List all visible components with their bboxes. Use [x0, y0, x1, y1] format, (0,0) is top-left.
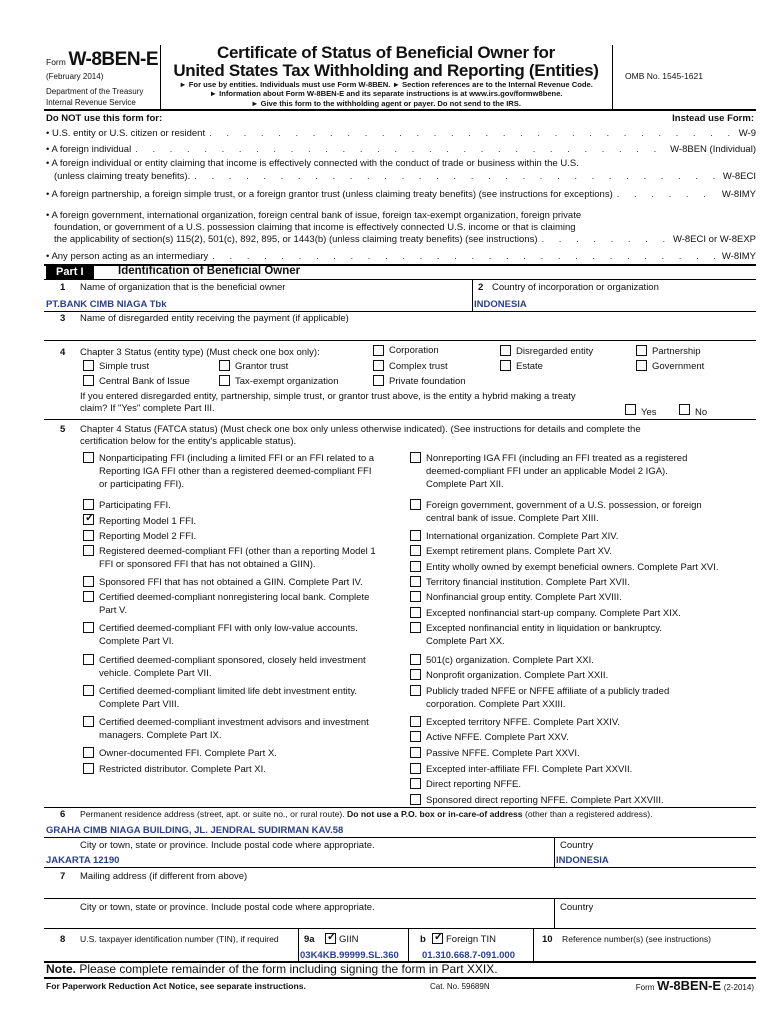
line-6-label-c: (other than a registered address). — [524, 809, 653, 819]
city-value[interactable]: JAKARTA 12190 — [46, 855, 120, 866]
private-foundation-label: Private foundation — [389, 376, 466, 387]
line-5-label-1: Chapter 4 Status (FATCA status) (Must check one box only unless otherwise indicated). (See instructions for details and complete the — [80, 424, 641, 435]
sponsored-direct-reporting-nffe-checkbox[interactable] — [410, 794, 421, 805]
address-rule — [44, 837, 756, 838]
donot-text-3a: • A foreign individual or entity claiming that income is effectively connected with the conduct of trade or business within the U.S. — [46, 158, 579, 169]
form-code: W-8BEN-E — [68, 49, 159, 70]
donot-row-2 — [46, 144, 756, 156]
ch4-right-text: 501(c) organization. Complete Part XXI. — [426, 655, 594, 666]
donot-text-4: • A foreign partnership, a foreign simple trust, or a foreign grantor trust (unless claiming treaty benefits) (see instructions for exceptions) — [46, 189, 613, 200]
mailing-rule — [44, 898, 756, 899]
form-date: (February 2014) — [46, 72, 104, 81]
ch4-right-text: Nonreporting IGA FFI (including an FFI treated as a registered — [426, 453, 688, 464]
tax-exempt-org-checkbox[interactable] — [219, 375, 230, 386]
header-rule — [44, 109, 756, 111]
donot-form-3: W-8ECI — [722, 171, 756, 182]
nonreporting-iga-ffi-checkbox[interactable] — [410, 452, 421, 463]
ch4-left-text: Restricted distributor. Complete Part XI. — [99, 764, 266, 775]
leader-dots — [135, 144, 666, 156]
mailing-divider — [554, 898, 555, 928]
line-5-label-2: certification below for the entity's applicable status). — [80, 436, 297, 447]
leader-dots — [542, 234, 669, 246]
territory-fi-checkbox[interactable] — [410, 576, 421, 587]
hybrid-no-label: No — [695, 407, 708, 418]
nonfinancial-group-checkbox[interactable] — [410, 591, 421, 602]
ch4-right-text: Foreign government, government of a U.S. possession, or foreign — [426, 500, 702, 511]
disregarded-entity-label: Disregarded entity — [516, 346, 594, 357]
line-2-number: 2 — [478, 282, 484, 293]
ch4-right-text: Complete Part XX. — [426, 636, 505, 647]
donot-text-3b: (unless claiming treaty benefits). — [54, 171, 191, 182]
line-4-number: 4 — [60, 347, 66, 358]
liquidation-bankruptcy-checkbox[interactable] — [410, 622, 421, 633]
note-text — [46, 962, 498, 977]
country-value[interactable]: INDONESIA — [556, 855, 609, 866]
ch4-right-text: Entity wholly owned by exempt beneficial owners. Complete Part XVI. — [426, 562, 719, 573]
simple-trust-checkbox[interactable] — [83, 360, 94, 371]
territory-nffe-checkbox[interactable] — [410, 716, 421, 727]
line-1-label: Name of organization that is the beneficial owner — [80, 282, 286, 293]
grantor-trust-label: Grantor trust — [235, 361, 289, 372]
nonparticipating-ffi-checkbox[interactable] — [83, 452, 94, 463]
omb-number: OMB No. 1545-1621 — [625, 71, 703, 81]
leader-dots — [209, 128, 735, 140]
ch4-left-text: Reporting IGA FFI other than a registered deemed-compliant FFI — [99, 466, 372, 477]
mailing-city-label: City or town, state or province. Include postal code where appropriate. — [80, 902, 375, 913]
dept-label: Department of the Treasury — [46, 87, 144, 96]
ch4-right-text: Nonfinancial group entity. Complete Part XVIII. — [426, 592, 622, 603]
part1-tag: Part I — [46, 265, 94, 280]
line-8-label: U.S. taxpayer identification number (TIN), if required — [80, 934, 279, 944]
footer-form-code: W-8BEN-E — [657, 978, 722, 993]
ch4-left-text: Sponsored FFI that has not obtained a GIIN. Complete Part IV. — [99, 577, 363, 588]
donot-text-6: • Any person acting as an intermediary — [46, 251, 209, 262]
ch4-left-text: Certified deemed-compliant nonregistering local bank. Complete — [99, 592, 370, 603]
line-4-label: Chapter 3 Status (entity type) (Must check one box only): — [80, 347, 320, 358]
ch4-right-text: deemed-compliant FFI under an applicable Model 2 IGA). — [426, 466, 668, 477]
owner-documented-ffi-checkbox[interactable] — [83, 747, 94, 758]
ch4-right-text: Active NFFE. Complete Part XXV. — [426, 732, 569, 743]
instruction-2: ► Information about Form W-8BEN-E and its separate instructions is at www.irs.gov/formw8bene. — [209, 89, 563, 99]
estate-checkbox[interactable] — [500, 360, 511, 371]
giin-label: GIIN — [339, 934, 359, 945]
ch4-right-text: International organization. Complete Part XIV. — [426, 531, 619, 542]
city-country-divider — [554, 837, 555, 867]
header-instructions — [160, 80, 612, 108]
nonprofit-organization-checkbox[interactable] — [410, 669, 421, 680]
form-prefix: Form — [46, 57, 66, 67]
participating-ffi-checkbox[interactable] — [83, 499, 94, 510]
country-label: Country — [560, 840, 594, 851]
grantor-trust-checkbox[interactable] — [219, 360, 230, 371]
donot-form-5: W-8ECI or W-8EXP — [672, 234, 756, 245]
note-label: Note. — [46, 962, 76, 976]
ch4-left-text: Part V. — [99, 605, 128, 616]
line-1-2-divider — [472, 280, 473, 312]
donot-text-5b: foundation, or government of a U.S. possession claiming that income is effectively connected U.S. income or that is claiming — [54, 222, 576, 233]
ch4-right-text: Sponsored direct reporting NFFE. Complete Part XXVIII. — [426, 795, 664, 806]
investment-advisors-checkbox[interactable] — [83, 716, 94, 727]
ch4-right-text: Direct reporting NFFE. — [426, 779, 522, 790]
line-5-number: 5 — [60, 424, 66, 435]
catalog-number: Cat. No. 59689N — [430, 982, 490, 991]
donot-text-5a: • A foreign government, international organization, foreign central bank of issue, foreign tax-exempt organization, foreign private — [46, 210, 582, 221]
closely-held-vehicle-checkbox[interactable] — [83, 654, 94, 665]
header-divider-right — [612, 45, 613, 109]
ch4-left-text: or participating FFI). — [99, 479, 184, 490]
donot-row-4 — [46, 189, 756, 201]
line-8-9-divider — [298, 929, 299, 961]
ch4-right-text: corporation. Complete Part XXIII. — [426, 699, 566, 710]
local-bank-checkbox[interactable] — [83, 591, 94, 602]
ch4-right-text: Excepted territory NFFE. Complete Part XXIV. — [426, 717, 620, 728]
note-body: Please complete remainder of the form including signing the form in Part XXIX. — [79, 962, 498, 976]
line-3-rule — [44, 340, 756, 341]
line-2-rule — [44, 311, 756, 312]
ch4-right-text: Excepted nonfinancial start-up company. Complete Part XIX. — [426, 608, 681, 619]
donot-form-6: W-8IMY — [721, 251, 756, 262]
leader-dots — [194, 171, 719, 183]
line-6-rule — [44, 867, 756, 868]
disregarded-entity-checkbox[interactable] — [500, 345, 511, 356]
donot-text-1: • U.S. entity or U.S. citizen or resident — [46, 128, 206, 139]
complex-trust-checkbox[interactable] — [373, 360, 384, 371]
line-9a-9b-divider — [408, 929, 409, 961]
line-7-rule — [44, 928, 756, 929]
corporation-checkbox[interactable] — [373, 345, 384, 356]
line-6-number: 6 — [60, 809, 66, 820]
sponsored-ffi-checkbox[interactable] — [83, 576, 94, 587]
city-label: City or town, state or province. Include postal code where appropriate. — [80, 840, 375, 851]
ch4-right-text: Passive NFFE. Complete Part XXVI. — [426, 748, 580, 759]
ch4-left-text: vehicle. Complete Part VII. — [99, 668, 212, 679]
line-7-label: Mailing address (if different from above) — [80, 871, 248, 882]
donot-form-1: W-9 — [738, 128, 756, 139]
line-9b-number: b — [420, 934, 426, 945]
ch4-left-text: Complete Part VI. — [99, 636, 174, 647]
instead-use-heading: Instead use Form: — [672, 113, 754, 124]
donot-row-1 — [46, 128, 756, 140]
restricted-distributor-checkbox[interactable] — [83, 763, 94, 774]
ch4-left-text: Participating FFI. — [99, 500, 171, 511]
direct-reporting-nffe-checkbox[interactable] — [410, 778, 421, 789]
line-9-10-divider — [533, 929, 534, 961]
ch4-left-text: Certified deemed-compliant limited life debt investment entity. — [99, 686, 358, 697]
simple-trust-label: Simple trust — [99, 361, 150, 372]
ch4-left-text: Certified deemed-compliant FFI with only low-value accounts. — [99, 623, 358, 634]
ch4-left-text: managers. Complete Part IX. — [99, 730, 222, 741]
donot-row-3 — [54, 171, 756, 183]
donot-text-2: • A foreign individual — [46, 144, 132, 155]
private-foundation-checkbox[interactable] — [373, 375, 384, 386]
hybrid-yes-checkbox[interactable] — [625, 404, 636, 415]
line-8-number: 8 — [60, 934, 66, 945]
foreign-tin-checkbox[interactable] — [432, 933, 443, 944]
partnership-label: Partnership — [652, 346, 701, 357]
government-label: Government — [652, 361, 705, 372]
giin-checkbox[interactable] — [325, 933, 336, 944]
ch4-left-text: Complete Part VIII. — [99, 699, 180, 710]
ch4-left-text: Registered deemed-compliant FFI (other than a reporting Model 1 — [99, 546, 376, 557]
ch4-left-text: Certified deemed-compliant sponsored, closely held investment — [99, 655, 366, 666]
central-bank-checkbox[interactable] — [83, 375, 94, 386]
line-6-label-b: Do not use a P.O. box or in-care-of address — [347, 809, 523, 819]
leader-dots — [212, 251, 718, 263]
ch4-right-text: central bank of issue. Complete Part XIII. — [426, 513, 599, 524]
tax-exempt-org-label: Tax-exempt organization — [235, 376, 339, 387]
line-4-rule — [44, 419, 756, 420]
line-3-label: Name of disregarded entity receiving the payment (if applicable) — [80, 313, 349, 324]
line-6-label — [80, 809, 653, 819]
ch4-left-text: Reporting Model 2 FFI. — [99, 531, 197, 542]
irs-label: Internal Revenue Service — [46, 98, 136, 107]
exempt-retirement-plans-checkbox[interactable] — [410, 545, 421, 556]
form-title — [160, 44, 612, 80]
line-10-label: Reference number(s) (see instructions) — [562, 934, 712, 944]
line-6-label-a: Permanent residence address (street, apt. or suite no., or rural route). — [80, 809, 345, 819]
line-1-number: 1 — [60, 282, 66, 293]
donot-row-5 — [54, 234, 756, 246]
form-number — [46, 48, 158, 71]
instruction-3: ► Give this form to the withholding agent or payer. Do not send to the IRS. — [251, 98, 521, 108]
do-not-use-heading: Do NOT use this form for: — [46, 113, 163, 124]
footer-form-date: (2-2014) — [723, 983, 754, 992]
line-7-number: 7 — [60, 871, 66, 882]
government-checkbox[interactable] — [636, 360, 647, 371]
hybrid-question-line-1: If you entered disregarded entity, partnership, simple trust, or grantor trust above, is the entity a hybrid making a treaty — [80, 391, 576, 402]
ch4-right-text: Territory financial institution. Complete Part XVII. — [426, 577, 630, 588]
passive-nffe-checkbox[interactable] — [410, 747, 421, 758]
inter-affiliate-ffi-checkbox[interactable] — [410, 763, 421, 774]
startup-company-checkbox[interactable] — [410, 607, 421, 618]
international-organization-checkbox[interactable] — [410, 530, 421, 541]
exempt-owned-entity-checkbox[interactable] — [410, 561, 421, 572]
hybrid-no-checkbox[interactable] — [679, 404, 690, 415]
footer-form-prefix: Form — [635, 983, 655, 992]
part1-title: Identification of Beneficial Owner — [118, 265, 301, 277]
ch4-right-text: Excepted nonfinancial entity in liquidation or bankruptcy. — [426, 623, 662, 634]
foreign-tin-label: Foreign TIN — [446, 934, 496, 945]
line-9a-number: 9a — [304, 934, 315, 945]
ch4-right-text: Nonprofit organization. Complete Part XXII. — [426, 670, 609, 681]
mailing-country-label: Country — [560, 902, 594, 913]
leader-dots — [617, 189, 718, 201]
registered-deemed-compliant-ffi-checkbox[interactable] — [83, 545, 94, 556]
donot-row-6 — [46, 251, 756, 263]
giin-value[interactable]: 03K4KB.99999.SL.360 — [300, 950, 399, 961]
line-10-number: 10 — [542, 934, 553, 945]
donot-form-4: W-8IMY — [721, 189, 756, 200]
title-line-2: United States Tax Withholding and Reporting (Entities) — [173, 60, 599, 80]
ch4-right-text: Exempt retirement plans. Complete Part XV. — [426, 546, 613, 557]
active-nffe-checkbox[interactable] — [410, 731, 421, 742]
ch4-right-text: Complete Part XII. — [426, 479, 504, 490]
instruction-1: ► For use by entities. Individuals must use Form W-8BEN. ► Section references are to the Internal Revenue Code. — [179, 80, 593, 89]
ch4-left-text: Nonparticipating FFI (including a limited FFI or an FFI related to a — [99, 453, 375, 464]
line-2-label: Country of incorporation or organization — [492, 282, 659, 293]
paperwork-notice: For Paperwork Reduction Act Notice, see separate instructions. — [46, 981, 306, 991]
hybrid-yes-label: Yes — [641, 407, 657, 418]
foreign-government-checkbox[interactable] — [410, 499, 421, 510]
line-3-number: 3 — [60, 313, 66, 324]
partnership-checkbox[interactable] — [636, 345, 647, 356]
low-value-accounts-checkbox[interactable] — [83, 622, 94, 633]
reporting-model-2-ffi-checkbox[interactable] — [83, 530, 94, 541]
501c-organization-checkbox[interactable] — [410, 654, 421, 665]
line-5-rule — [44, 807, 756, 808]
ch4-right-text: Excepted inter-affiliate FFI. Complete Part XXVII. — [426, 764, 633, 775]
limited-life-debt-checkbox[interactable] — [83, 685, 94, 696]
ch4-left-text: Reporting Model 1 FFI. — [99, 516, 197, 527]
organization-name-value[interactable]: PT.BANK CIMB NIAGA Tbk — [46, 299, 167, 310]
reporting-model-1-ffi-checkbox[interactable] — [83, 514, 94, 525]
estate-label: Estate — [516, 361, 543, 372]
donot-text-5c: the applicability of section(s) 115(2), 501(c), 892, 895, or 1443(b) (unless claiming treaty benefits) (see instructions) — [54, 234, 538, 245]
ch4-left-text: Owner-documented FFI. Complete Part X. — [99, 748, 277, 759]
complex-trust-label: Complex trust — [389, 361, 448, 372]
ch4-left-text: FFI or sponsored FFI that has not obtained a GIIN). — [99, 559, 316, 570]
corporation-label: Corporation — [389, 345, 439, 356]
permanent-address-value[interactable]: GRAHA CIMB NIAGA BUILDING, JL. JENDRAL SUDIRMAN KAV.58 — [46, 825, 344, 836]
country-of-incorporation-value[interactable]: INDONESIA — [474, 299, 527, 310]
donot-form-2: W-8BEN (Individual) — [670, 144, 756, 155]
publicly-traded-nffe-checkbox[interactable] — [410, 685, 421, 696]
title-line-1: Certificate of Status of Beneficial Owner for — [217, 43, 555, 62]
hybrid-question-line-2: claim? If "Yes" complete Part III. — [80, 403, 215, 414]
foreign-tin-value[interactable]: 01.310.668.7-091.000 — [422, 950, 515, 961]
ch4-left-text: Certified deemed-compliant investment advisors and investment — [99, 717, 369, 728]
central-bank-label: Central Bank of Issue — [99, 376, 190, 387]
part1-title-rule — [44, 279, 756, 280]
footer-form-number — [636, 978, 754, 994]
ch4-right-text: Publicly traded NFFE or NFFE affiliate of a publicly traded — [426, 686, 670, 697]
